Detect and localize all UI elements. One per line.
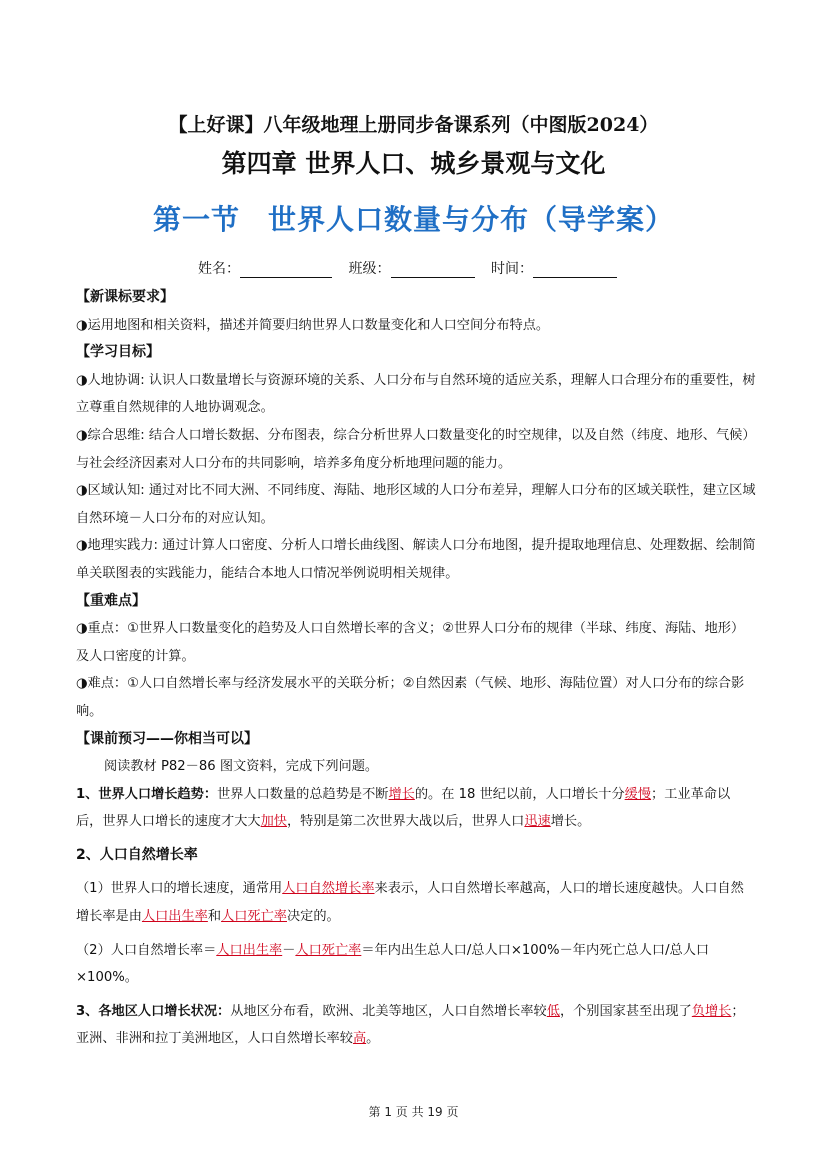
time-label: 时间：: [490, 261, 533, 277]
question-2-part-2: [76, 937, 756, 992]
chapter-title: 第四章 世界人口、城乡景观与文化: [221, 149, 606, 178]
question-text: 。: [366, 1031, 380, 1047]
answer: 人口出生率: [141, 909, 208, 925]
goal-item: ◑区域认知: 通过对比不同大洲、不同纬度、海陆、地形区域的人口分布差异，理解人口分布的区域关联性，建立区域自然环境－人口分布的对应认知。: [76, 483, 756, 526]
answer: 低: [546, 1003, 560, 1019]
answer: 迅速: [524, 814, 551, 830]
student-info-fields: [0, 258, 827, 278]
goal-item: ◑综合思维: 结合人口增长数据、分布图表，综合分析世界人口数量变化的时空规律，以及自然（纬度、地形、气候）与社会经济因素对人口分布的共同影响，培养多角度分析地理问题的能力。: [76, 427, 756, 471]
name-label: 姓名：: [198, 261, 241, 277]
answer: 人口死亡率: [221, 909, 287, 925]
class-label: 班级：: [348, 261, 391, 277]
section-title: [0, 198, 827, 238]
question-text: 的。在 18 世纪以前，人口增长十分: [414, 786, 625, 802]
question-text: ；亚洲、非洲和拉丁美洲地区，人口自然增长率较: [76, 1003, 745, 1047]
goal-item: ◑地理实践力: 通过计算人口密度、分析人口增长曲线图、解读人口分布地图，提升提取地理信息、处理数据、绘制简单关联图表的实践能力，能结合本地人口情况举例说明相关规律。: [76, 538, 756, 581]
keypoint-item: ◑重点：①世界人口数量变化的趋势及人口自然增长率的含义；②世界人口分布的规律（半球、纬度、海陆、地形）及人口密度的计算。: [76, 621, 745, 664]
answer: 增长: [388, 786, 415, 802]
answer: 负增长: [691, 1003, 732, 1019]
time-blank[interactable]: [533, 263, 617, 278]
question-1-label: 1、世界人口增长趋势：: [76, 786, 218, 802]
answer: 高: [352, 1031, 367, 1047]
keypoints-heading: 【重难点】: [76, 592, 146, 609]
question-text: 决定的。: [287, 909, 340, 925]
question-2-part-1: [76, 875, 756, 930]
question-text: ，特别是第二次世界大战以后，世界人口: [287, 814, 525, 830]
goal-item: ◑人地协调: 认识人口数量增长与资源环境的关系、人口分布与自然环境的适应关系，理解人口合理分布的重要性，树立尊重自然规律的人地协调观念。: [76, 372, 756, 416]
question-text: （2）人口自然增长率＝: [76, 942, 217, 958]
curriculum-heading: 【新课标要求】: [76, 289, 174, 305]
question-text: 来表示，人口自然增长率越高，人口的增长速度越快。人口自然增长率是由: [76, 881, 744, 925]
preview-intro: 阅读教材 P82－86 图文资料，完成下列问题。: [104, 759, 379, 775]
question-text: 和: [207, 909, 222, 925]
series-title: 【上好课】八年级地理上册同步备课系列（中图版2024）: [168, 114, 659, 136]
goals-heading: 【学习目标】: [76, 344, 160, 361]
keypoint-item: ◑难点：①人口自然增长率与经济发展水平的关联分析；②自然因素（气候、地形、海陆位置）对人口分布的综合影响。: [76, 676, 745, 719]
question-3-label: 3、各地区人口增长状况：: [76, 1003, 231, 1019]
question-text: －: [282, 942, 296, 958]
question-text: ＝年内出生总人口/总人口×100%－年内死亡总人口/总人口×100%。: [76, 942, 710, 986]
question-text: ；工业革命以后，世界人口增长的速度才大大: [76, 786, 731, 830]
answer: 缓慢: [624, 786, 652, 802]
name-blank[interactable]: [240, 263, 332, 278]
question-1: [76, 781, 756, 836]
section-name: 世界人口数量与分布（导学案）: [268, 203, 675, 236]
question-text: ，个别国家甚至出现了: [559, 1003, 692, 1019]
answer: 人口死亡率: [295, 942, 362, 958]
answer: 人口自然增长率: [282, 881, 375, 897]
question-3: [76, 998, 756, 1053]
question-text: 从地区分布看，欧洲、北美等地区，人口自然增长率较: [230, 1003, 547, 1019]
curriculum-text: ◑运用地图和相关资料，描述并简要归纳世界人口数量变化和人口空间分布特点。: [76, 317, 550, 333]
class-blank[interactable]: [391, 263, 475, 278]
answer: 人口出生率: [216, 942, 283, 958]
question-text: 增长。: [550, 814, 591, 830]
question-2-label: 2、人口自然增长率: [76, 846, 198, 863]
document-body: [76, 284, 756, 1053]
section-number: 第一节: [152, 203, 240, 236]
answer: 加快: [260, 814, 287, 830]
question-text: （1）世界人口的增长速度，通常用: [76, 881, 283, 897]
preview-heading: 【课前预习——你相当可以】: [76, 730, 258, 747]
page-footer: 第 1 页 共 19 页: [368, 1105, 459, 1119]
question-text: 世界人口数量的总趋势是不断: [217, 786, 389, 802]
